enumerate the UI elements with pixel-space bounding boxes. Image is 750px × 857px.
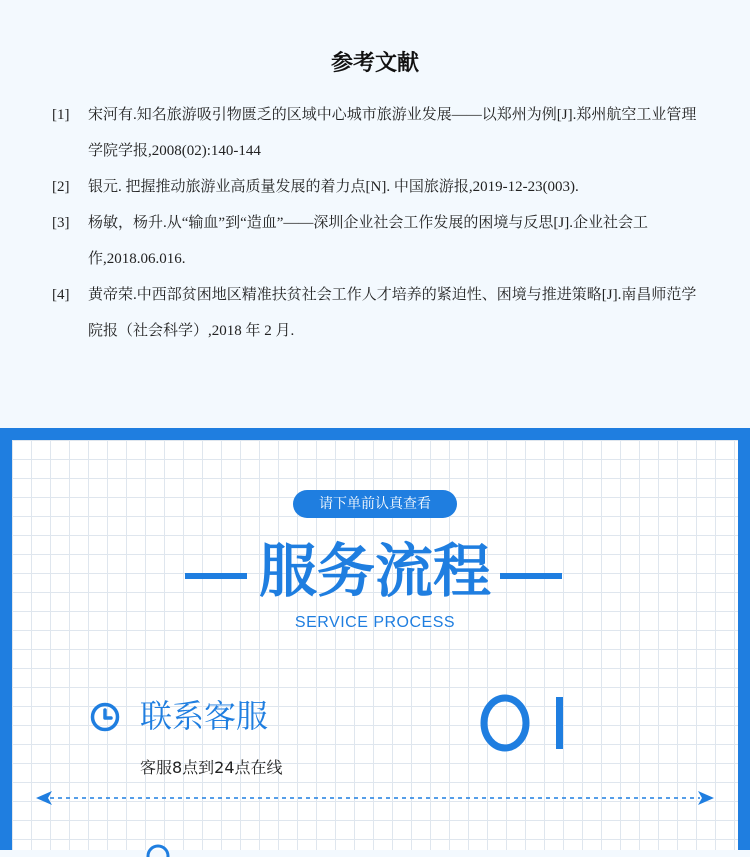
title-dash-right xyxy=(500,573,562,579)
reference-item xyxy=(52,205,702,277)
reference-item xyxy=(52,97,702,169)
reference-number: [4] xyxy=(52,287,70,303)
service-subtitle: SERVICE PROCESS xyxy=(294,614,456,631)
reference-number: [1] xyxy=(52,107,70,123)
reference-number: [3] xyxy=(52,215,70,231)
reference-text: 黄帝荣.中西部贫困地区精准扶贫社会工作人才培养的紧迫性、困境与推进策略[J].南昌师范学院报（社会科学）,2018 年 2 月. xyxy=(88,287,697,339)
notice-badge: 请下单前认真查看 xyxy=(293,490,457,518)
step-description: 客服8点到24点在线 xyxy=(140,758,283,777)
step-title: 联系客服 xyxy=(140,697,269,735)
step-number xyxy=(480,692,570,754)
clock-icon xyxy=(90,702,120,732)
reference-item xyxy=(52,169,702,205)
service-title: 服务流程 xyxy=(258,537,491,605)
reference-number: [2] xyxy=(52,179,70,195)
reference-text: 宋河有.知名旅游吸引物匮乏的区域中心城市旅游业发展——以郑州为例[J].郑州航空工业管理学院学报,2008(02):140-144 xyxy=(88,107,697,159)
next-step-icon xyxy=(146,843,170,857)
reference-text: 银元. 把握推动旅游业高质量发展的着力点[N]. 中国旅游报,2019-12-23(003). xyxy=(88,179,579,195)
reference-item xyxy=(52,277,702,349)
double-arrow-divider xyxy=(36,789,714,807)
references-section xyxy=(0,0,750,428)
references-title: 参考文献 xyxy=(330,51,419,76)
reference-text: 杨敏，杨升.从“输血”到“造血”——深圳企业社会工作发展的困境与反思[J].企业社会工作,2018.06.016. xyxy=(88,215,648,267)
